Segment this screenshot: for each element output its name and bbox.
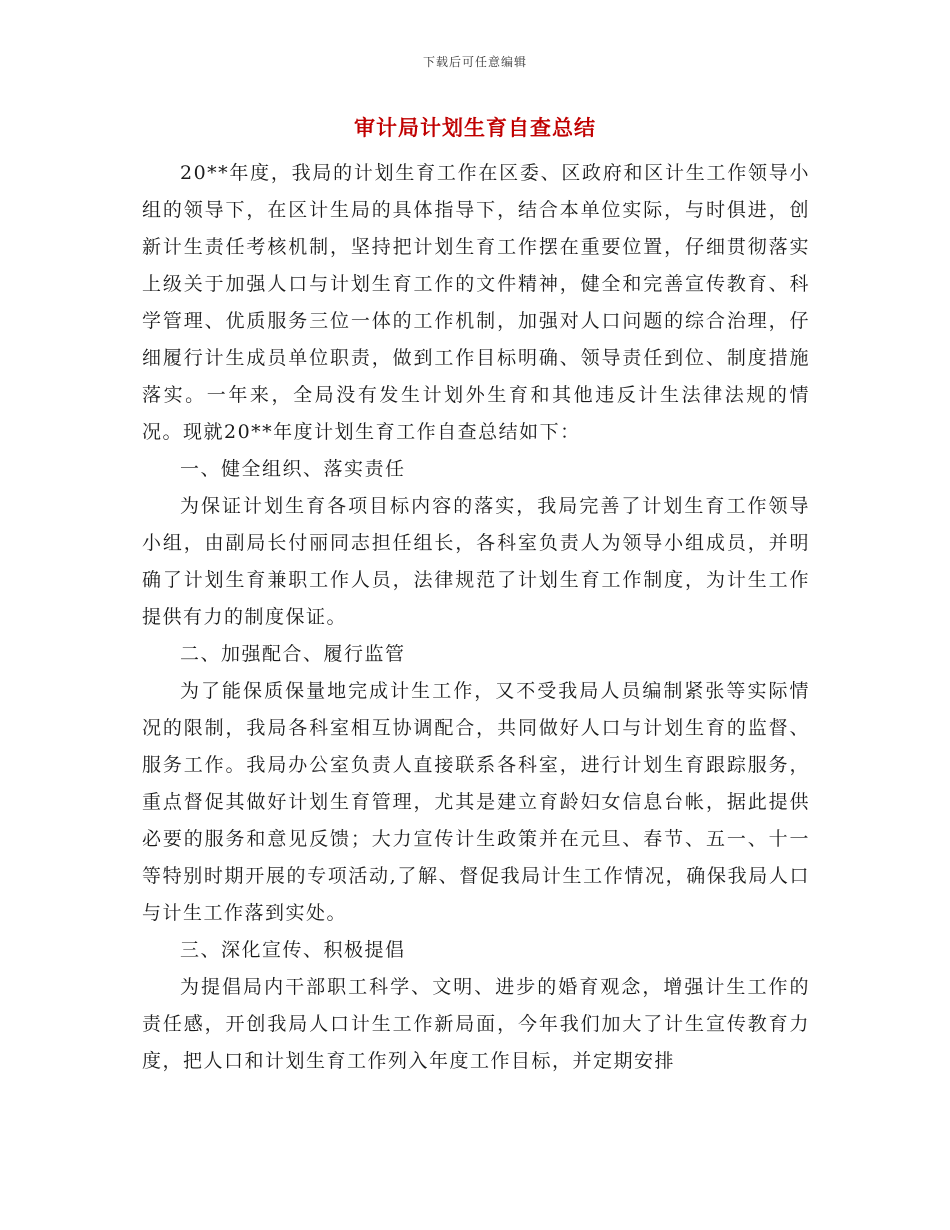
section-heading-3: 三、深化宣传、积极提倡 xyxy=(180,939,406,961)
section-heading-1: 一、健全组织、落实责任 xyxy=(180,458,406,480)
section-paragraph-2: 为了能保质保量地完成计生工作，又不受我局人员编制紧张等实际情况的限制，我局各科室相互协调配合，共同做好人口与计划生育的监督、服务工作。我局办公室负责人直接联系各科室，进行计划生育跟踪服务，重点督促其做好计划生育管理，尤其是建立育龄妇女信息台帐，据此提供必要的服务和意见反馈；大力宣传计生政策并在元旦、春节、五一、十一等特别时期开展的专项活动,了解、督促我局计生工作情况，确保我局人口与计生工作落到实处。 xyxy=(142,680,810,924)
section-paragraph-3: 为提倡局内干部职工科学、文明、进步的婚育观念，增强计生工作的责任感，开创我局人口计生工作新局面，今年我们加大了计生宣传教育力度，把人口和计划生育工作列入年度工作目标，并定期安排 xyxy=(142,976,810,1072)
page-header-note: 下载后可任意编辑 xyxy=(422,55,527,69)
section-heading-2: 二、加强配合、履行监管 xyxy=(180,643,406,665)
intro-paragraph: 20**年度，我局的计划生育工作在区委、区政府和区计生工作领导小组的领导下，在区计生局的具体指导下，结合本单位实际，与时俱进，创新计生责任考核机制，坚持把计划生育工作摆在重要位置，仔细贯彻落实上级关于加强人口与计划生育工作的文件精神，健全和完善宣传教育、科学管理、优质服务三位一体的工作机制，加强对人口问题的综合治理，仔细履行计生成员单位职责，做到工作目标明确、领导责任到位、制度措施落实。一年来，全局没有发生计划外生育和其他违反计生法律法规的情况。现就20**年度计划生育工作自查总结如下： xyxy=(142,162,810,443)
document-title: 审计局计划生育自查总结 xyxy=(354,116,596,140)
section-paragraph-1: 为保证计划生育各项目标内容的落实，我局完善了计划生育工作领导小组，由副局长付丽同志担任组长，各科室负责人为领导小组成员，并明确了计划生育兼职工作人员，法律规范了计划生育工作制度，为计生工作提供有力的制度保证。 xyxy=(142,495,810,628)
document-body xyxy=(142,155,810,1080)
